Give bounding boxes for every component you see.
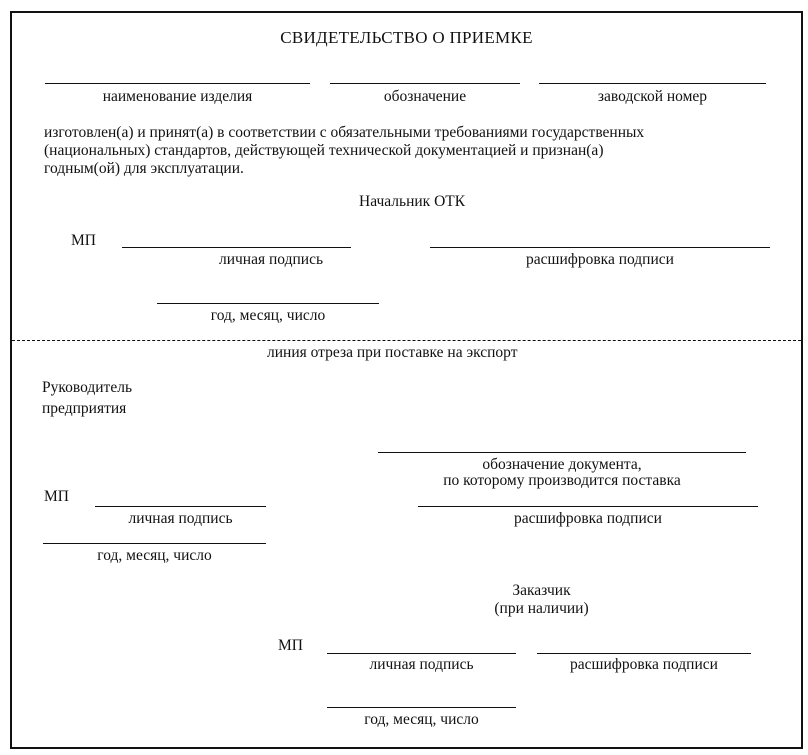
statement-line-1: изготовлен(а) и принят(а) в соответствии с обязательными требованиями государственных — [44, 124, 645, 141]
cut-line-label: линия отреза при поставке на экспорт — [267, 344, 518, 361]
enterprise-date-label: год, месяц, число — [97, 547, 212, 564]
product-name-line[interactable] — [45, 83, 310, 84]
enterprise-head-label-line-1: Руководитель — [42, 379, 133, 396]
document-designation-label-line-1: обозначение документа, — [482, 456, 642, 473]
customer-label: Заказчик — [512, 582, 571, 599]
product-name-label: наименование изделия — [102, 88, 253, 105]
serial-number-label: заводской номер — [597, 88, 708, 105]
serial-number-line[interactable] — [539, 83, 766, 84]
statement-line-3: годным(ой) для эксплуатации. — [44, 160, 244, 177]
otk-signature-line[interactable] — [122, 247, 351, 248]
otk-signature-decoding-line[interactable] — [430, 247, 770, 248]
otk-stamp-label: МП — [71, 232, 96, 249]
customer-note: (при наличии) — [494, 600, 589, 617]
document-designation-label-line-2: по которому производится поставка — [443, 472, 681, 489]
customer-date-line[interactable] — [327, 707, 516, 708]
acceptance-certificate-form — [10, 11, 803, 749]
enterprise-date-line[interactable] — [43, 543, 266, 544]
customer-stamp-label: МП — [278, 637, 303, 654]
otk-head-label: Начальник ОТК — [359, 193, 466, 210]
enterprise-head-label-line-2: предприятия — [42, 400, 127, 417]
otk-signature-decoding-label: расшифровка подписи — [526, 251, 674, 268]
certificate-title: СВИДЕТЕЛЬСТВО О ПРИЕМКЕ — [280, 28, 533, 47]
enterprise-signature-line[interactable] — [95, 506, 266, 507]
otk-date-line[interactable] — [157, 303, 379, 304]
customer-signature-label: личная подпись — [369, 656, 474, 673]
otk-date-label: год, месяц, число — [210, 307, 326, 324]
designation-line[interactable] — [330, 83, 520, 84]
enterprise-signature-decoding-label: расшифровка подписи — [514, 510, 662, 527]
designation-label: обозначение — [383, 88, 467, 105]
customer-signature-decoding-line[interactable] — [537, 653, 751, 654]
enterprise-stamp-label: МП — [44, 488, 69, 505]
enterprise-signature-label: личная подпись — [128, 510, 233, 527]
customer-date-label: год, месяц, число — [364, 711, 479, 728]
enterprise-signature-decoding-line[interactable] — [418, 506, 758, 507]
cut-line — [12, 340, 801, 341]
otk-signature-label: личная подпись — [218, 251, 324, 268]
statement-line-2: (национальных) стандартов, действующей технической документацией и признан(а) — [44, 142, 604, 159]
customer-signature-decoding-label: расшифровка подписи — [570, 656, 718, 673]
document-designation-line[interactable] — [378, 452, 746, 453]
customer-signature-line[interactable] — [327, 653, 516, 654]
